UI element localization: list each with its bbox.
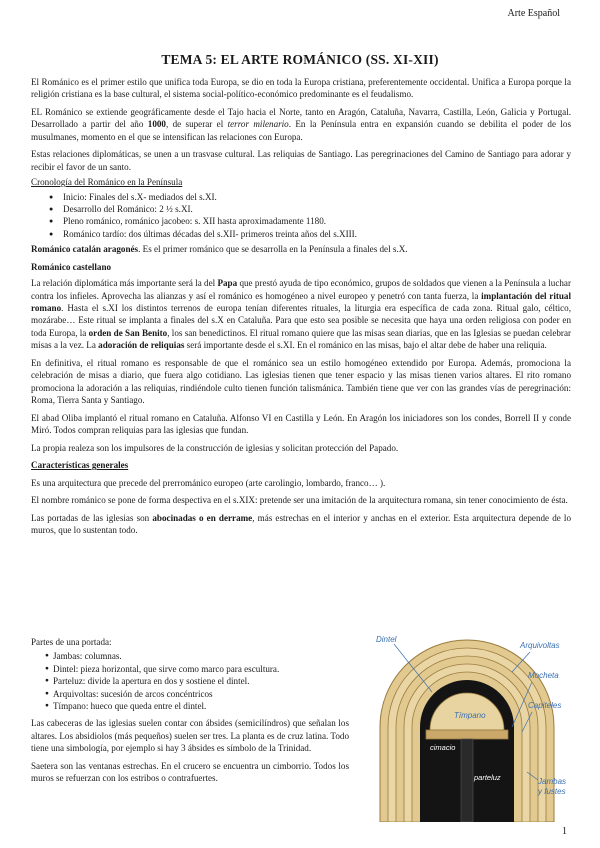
- castellano-paragraph-4: La propia realeza son los impulsores de la construcción de iglesias y solicitan protección del Papado.: [31, 442, 399, 453]
- label-mocheta: Mocheta: [528, 671, 559, 680]
- text-run: . Hasta el s.XI los distintos terrenos de europa tenían diferentes rituales, la liturgia era específica de cada zona. Ritual galo, céltico, mozárabe… Este ritual se implanta a finales del s.X en Cataluña. Para que esto sea posible se necesita que haya una orden religiosa con poder en toda Europa, la: [31, 303, 571, 338]
- main-text: [31, 76, 571, 542]
- castellano-paragraph-2: En definitiva, el ritual romano es responsable de que el románico sea un estilo homogéneo extendido por Europa. Además, promociona la celebración de misas a diario, que fuera algo cotidiano. Las iglesias tienen que tener espacio y las misas tienen varios altares. El rito romano promociona la adoración a las reliquias, rindiéndole culto tienen función talismánica. También tiene que ver con las grandes vías de peregrinación: Roma, Tierra Santa y Santiago.: [31, 357, 571, 406]
- general-paragraph-2: El nombre románico se pone de forma despectiva en el s.XIX: pretende ser una imitación de la arquitectura romana, sin tener conocimiento de ésta.: [31, 495, 568, 506]
- bold-term: Románico catalán aragonés: [31, 244, 139, 255]
- parts-intro: Partes de una portada:: [31, 637, 112, 647]
- portal-text-column: [31, 636, 349, 789]
- lintel-shape: [426, 730, 508, 739]
- text-run: , de superar el: [165, 119, 228, 130]
- list-item: ● Pleno románico, románico jacobeo: s. XII hasta aproximadamente 1180.: [49, 215, 571, 227]
- text-run: que prestó ayuda de tipo económico, grupos de soldados que vienen a la Península a luchar contra los infieles. Aprovecha las alianzas y así el románico es homogéneo a nivel europeo y penetró con tanta fuerza, la: [31, 278, 571, 301]
- castellano-paragraph-1: [31, 277, 571, 351]
- text-run: , más estrechas en el interior y anchas en el exterior. Esta arquitectura depende de lo muros, que lo sustentan todo.: [31, 512, 572, 536]
- text-run: será importante desde el s.XI. En el románico en las misas, bajo el altar debe de haber una reliquia.: [184, 340, 547, 351]
- text-run: . Es el primer románico que se desarrolla en la Península a finales del s.X.: [138, 244, 408, 255]
- year-highlight: 1000: [147, 119, 166, 130]
- text-run: , los san benedictinos. El ritual romano quiere que las misas sean diarias, que en las Iglesias se puedan celebrar misas a la vez. La: [31, 327, 572, 351]
- chronology-list: [49, 191, 571, 241]
- text-run: EL Románico se extiende geográficamente desde el Tajo hacia el Norte, tanto en Aragón, Cataluña, Navarra, Castilla, León, Galicia y Portugal. Desarrollado a partir del año: [31, 107, 571, 130]
- castellano-heading: Románico castellano: [31, 261, 112, 272]
- label-capiteles: Capiteles: [528, 701, 562, 710]
- chronology-heading: Cronología del Románico en la Península: [31, 177, 183, 188]
- list-item: ● Jambas: columnas.: [45, 650, 349, 662]
- portal-diagram: [362, 632, 572, 822]
- trumeau-shape: [461, 739, 473, 822]
- label-arquivoltas: Arquivoltas: [520, 641, 560, 650]
- portal-parts-list: [45, 650, 349, 712]
- text-run: . En la Península entra en expansión cuando se debilita el poder de los musulmanes, momento en el que se intensifican las relaciones con Europa.: [31, 119, 571, 142]
- label-fustes: y fustes: [538, 787, 566, 796]
- list-item: ● Parteluz: divide la apertura en dos y sostiene el dintel.: [45, 675, 349, 687]
- bold-term: orden de San Benito: [88, 327, 168, 338]
- running-header: Arte Español: [507, 8, 560, 19]
- saetera-paragraph: Saetera son las ventanas estrechas. En el crucero se encuentra un cimborrio. Todos los muros se refuerzan con los estribos o contrafuertes.: [31, 760, 349, 784]
- label-parteluz: parteluz: [474, 773, 501, 782]
- list-item: ● Románico tardío: dos últimas décadas del s.XII- primeros treinta años del s.XIII.: [49, 228, 571, 240]
- bold-term: adoración de reliquias: [98, 340, 185, 351]
- intro-paragraph: El Románico es el primer estilo que unifica toda Europa, se dio en toda la Europa cristiana, preferentemente occidental. Unifica a Europa porque la religión cristiana es la base cultural, el sistema social-político-económico predominante es el feudalismo.: [31, 77, 571, 100]
- list-item: ● Inicio: Finales del s.X- mediados del s.XI.: [49, 191, 571, 203]
- text-run: La relación diplomática más importante será la del: [31, 278, 218, 289]
- page-number: 1: [562, 826, 567, 837]
- label-timpano: Tímpano: [454, 711, 486, 720]
- apse-paragraph: Las cabeceras de las iglesias suelen contar con ábsides (semicilíndros) que señalan los altares. Los absidiolos (más pequeños) suelen ser tres. La planta es de cruz latina. Todo tiene una simbología, por ejemplo si hay 3 ábsides es símbolo de la Trinidad.: [31, 718, 349, 754]
- geography-paragraph: [31, 106, 571, 143]
- text-run: Las portadas de las iglesias son: [31, 512, 153, 523]
- label-jambas: Jambas: [538, 777, 567, 786]
- bold-term: implantación del ritual romano: [31, 290, 571, 314]
- general-heading: Características generales: [31, 460, 129, 471]
- label-dintel: Dintel: [376, 635, 397, 644]
- bold-term: abocinadas o en derrame: [152, 512, 253, 523]
- catalan-paragraph: [31, 243, 571, 255]
- list-item: ● Dintel: pieza horizontal, que sirve como marco para escultura.: [45, 663, 349, 675]
- italic-term: terror milenario: [227, 119, 289, 130]
- general-paragraph-3: [31, 512, 571, 537]
- list-item: ● Arquivoltas: sucesión de arcos concéntricos: [45, 688, 349, 700]
- relations-paragraph: Estas relaciones diplomáticas, se unen a un trasvase cultural. Las reliquias de Santiago. Las peregrinaciones del Camino de Santiago para adorar y recibir el favor de un santo.: [31, 149, 571, 172]
- list-item: ● Desarrollo del Románico: 2 ½ s.XI.: [49, 203, 571, 215]
- general-paragraph-1: Es una arquitectura que precede del prerrománico europeo (arte carolingio, lombardo, franco… ).: [31, 477, 386, 488]
- castellano-paragraph-3: El abad Oliba implantó el ritual romano en Cataluña. Alfonso VI en Castilla y León. En Aragón los iniciadores son los condes, Borrell II y conde Miró. Todos compran reliquias para las iglesias que fundan.: [31, 412, 571, 436]
- list-item: ● Tímpano: hueco que queda entre el dintel.: [45, 700, 349, 712]
- page-title: TEMA 5: EL ARTE ROMÁNICO (SS. XI-XII): [161, 52, 439, 67]
- label-cimacio: cimacio: [430, 743, 456, 752]
- bold-term: Papa: [217, 278, 238, 289]
